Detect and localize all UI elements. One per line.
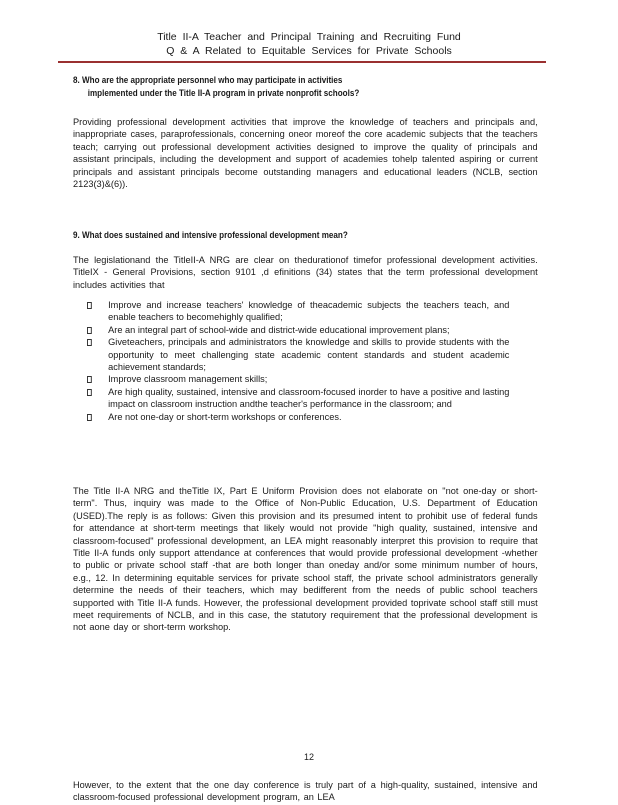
answer-9-paragraph-3: However, to the extent that the one day conference is truly part of a high-quality, sustained, intensive and classroom-focused professional development program, an LEA	[73, 780, 538, 804]
bullet-box-icon	[87, 339, 92, 346]
question-8	[73, 74, 501, 100]
list-item: Are high quality, sustained, intensive and classroom-focused inorder to have a positive and lasting impact on classroom instruction andthe teacher's performance in the classroom; and	[87, 387, 509, 412]
document-body	[73, 72, 538, 804]
page-header	[60, 30, 558, 58]
question-8-line2: implemented under the Title II-A program in private nonprofit schools?	[87, 88, 360, 98]
page-number: 12	[303, 752, 314, 762]
bullet-box-icon	[87, 389, 92, 396]
answer-9-intro: The legislationand the TitleII-A NRG are clear on thedurationof timefor professional development activities. TitleIX - General Provisions, section 9101 ,d efinitions (34) states that the term professional development includes activities that	[73, 255, 538, 291]
list-item: Are an integral part of school-wide and district-wide educational improvement plans;	[87, 325, 509, 337]
bullet-box-icon	[87, 376, 92, 383]
bullet-box-icon	[87, 327, 92, 334]
header-title-line1: Title II-A Teacher and Principal Training and Recruiting Fund	[157, 31, 461, 43]
list-item: Improve classroom management skills;	[87, 374, 509, 386]
list-item: Giveteachers, principals and administrators the knowledge and skills to provide students with the opportunity to meet challenging state academic content standards and student academic achievement standards;	[87, 337, 509, 374]
question-8-line1: 8. Who are the appropriate personnel who may participate in activities	[73, 75, 343, 85]
bullet-box-icon	[87, 414, 92, 421]
list-item: Are not one-day or short-term workshops or conferences.	[87, 412, 509, 424]
bullet-box-icon	[87, 302, 92, 309]
answer-8-paragraph: Providing professional development activities that improve the knowledge of teachers and principals and, inappropriate cases, paraprofessionals, concerning oneor moreof the core academic subjects that the teachers teach; carrying out professional development activities designed to improve the quality of principals and assistant principals, including the development and support of academies tohelp talented aspiring or current principals and assistant principals become outstanding managers and educational leaders (NCLB, section 2123(3)&(6)).	[73, 117, 538, 191]
answer-9-paragraph-2: The Title II-A NRG and theTitle IX, Part E Uniform Provision does not elaborate on "not one-day or short-term". Thus, inquiry was made to the Office of Non-Public Education, U.S. Department of Education (USED).The reply is as follows: Given this provision and its presumed intent to prohibit use of federal funds for attendance at short-term meetings that likely would not provide "high quality, sustained, intensive and classroom-focused" professional development, an LEA might reasonably interpret this provision to require that Title II-A funds only support attendance at conferences that would provide professional development -whether to public or private school staff -that are both longer than oneday and/or some minimum number of hours, e.g., 12. In determining equitable services for private school staff, the private school administrators generally determine the needs of their teachers, which may bedifferent from the needs of public school teachers supported with Title II-A funds. However, the professional development provided toprivate school staff still must meet requirements of NCLB, and in this case, the statutory requirement that the professional development is not aone day or short-term workshop.	[73, 486, 538, 634]
list-item: Improve and increase teachers' knowledge of theacademic subjects the teachers teach, and enable teachers to becomehighly qualified;	[87, 300, 509, 325]
question-9: 9. What does sustained and intensive professional development mean?	[73, 230, 348, 240]
header-title-line2: Q & A Related to Equitable Services for Private Schools	[166, 45, 452, 57]
definition-bullet-list	[87, 300, 509, 424]
header-divider	[58, 61, 546, 63]
